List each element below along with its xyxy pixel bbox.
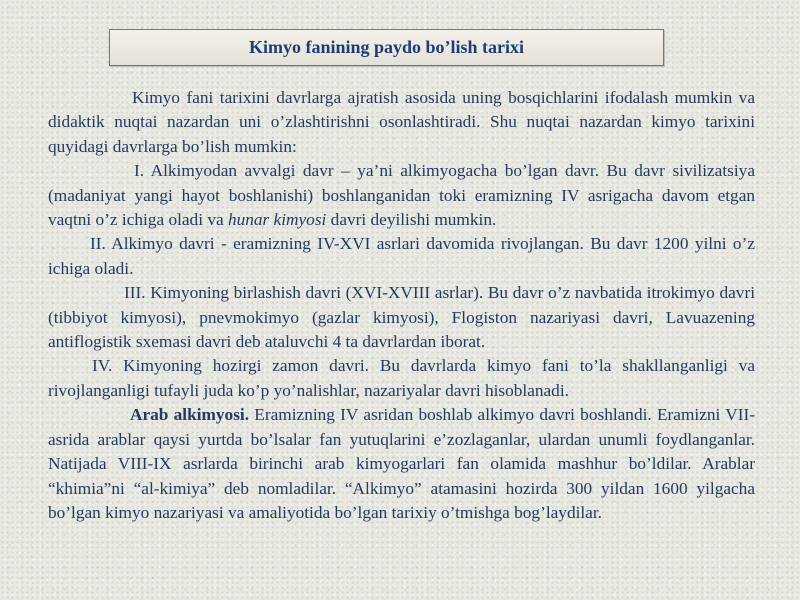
title-box [109, 29, 664, 66]
period-1-emphasis: hunar kimyosi [227, 210, 327, 230]
period-1-text-a: I. Alkimyodan avvalgi davr – ya’ni alkimyogacha bo’lgan davr. Bu davr sivilizatsiya (madaniyat yangi hayot boshlanishi) boshlanganidan toki eramizning IV asrigacha davom etgan vaqtni o’z ichiga oladi va [48, 161, 755, 230]
period-2-paragraph: II. Alkimyo davri - eramizning IV-XVI asrlari davomida rivojlangan. Bu davr 1200 yilni o’z ichiga oladi. [48, 234, 755, 278]
intro-paragraph: Kimyo fani tarixini davrlarga ajratish asosida uning bosqichlarini ifodalash mumkin va didaktik nuqtai nazardan uni o’zlashtirishni osonlashtiradi. Shu nuqtai nazardan kimyo tarixini quyidagi davrlarga bo’lish mumkin: [48, 88, 755, 156]
period-4-paragraph: IV. Kimyoning hozirgi zamon davri. Bu davrlarda kimyo fani to’la shakllanganligi va rivojlanganligi tufayli juda ko’p yo’nalishlar, nazariyalar davri hisoblanadi. [48, 356, 755, 400]
body-text [48, 86, 755, 525]
page-title: Kimyo fanining paydo bo’lish tarixi [248, 37, 525, 57]
arab-alchemy-text: Eramizning IV asridan boshlab alkimyo davri boshlandi. Eramizni VII-asrida arablar qaysi yurtda bo’lsalar fan yutuqlarini e’zozlaganlar, ulardan unumli foydlanganlar. Natijada VIII-IX asrlarda birinchi arab kimyogarlari fan olamida mashhur bo’ldilar. Arablar “khimia”ni “al-kimiya” deb nomladilar. “Alkimyo” atamasini hozirda 300 yildan 1600 yilgacha bo’lgan kimyo nazariyasi va amaliyotida bo’lgan tarixiy o’tmishga bog’laydilar. [48, 405, 755, 522]
period-1-text-b: davri deyilishi mumkin. [326, 210, 497, 230]
period-1-paragraph [48, 159, 755, 232]
period-3-paragraph: III. Kimyoning birlashish davri (XVI-XVIII asrlar). Bu davr o’z navbatida itrokimyo davri (tibbiyot kimyosi), pnevmokimyo (gazlar kimyosi), Flogiston nazariyasi davri, Lavuazening antiflogistik sxemasi davri deb ataluvchi 4 ta davrlardan iborat. [48, 283, 755, 352]
arab-alchemy-heading: Arab alkimyosi. [130, 405, 250, 425]
arab-alchemy-paragraph [48, 403, 755, 525]
